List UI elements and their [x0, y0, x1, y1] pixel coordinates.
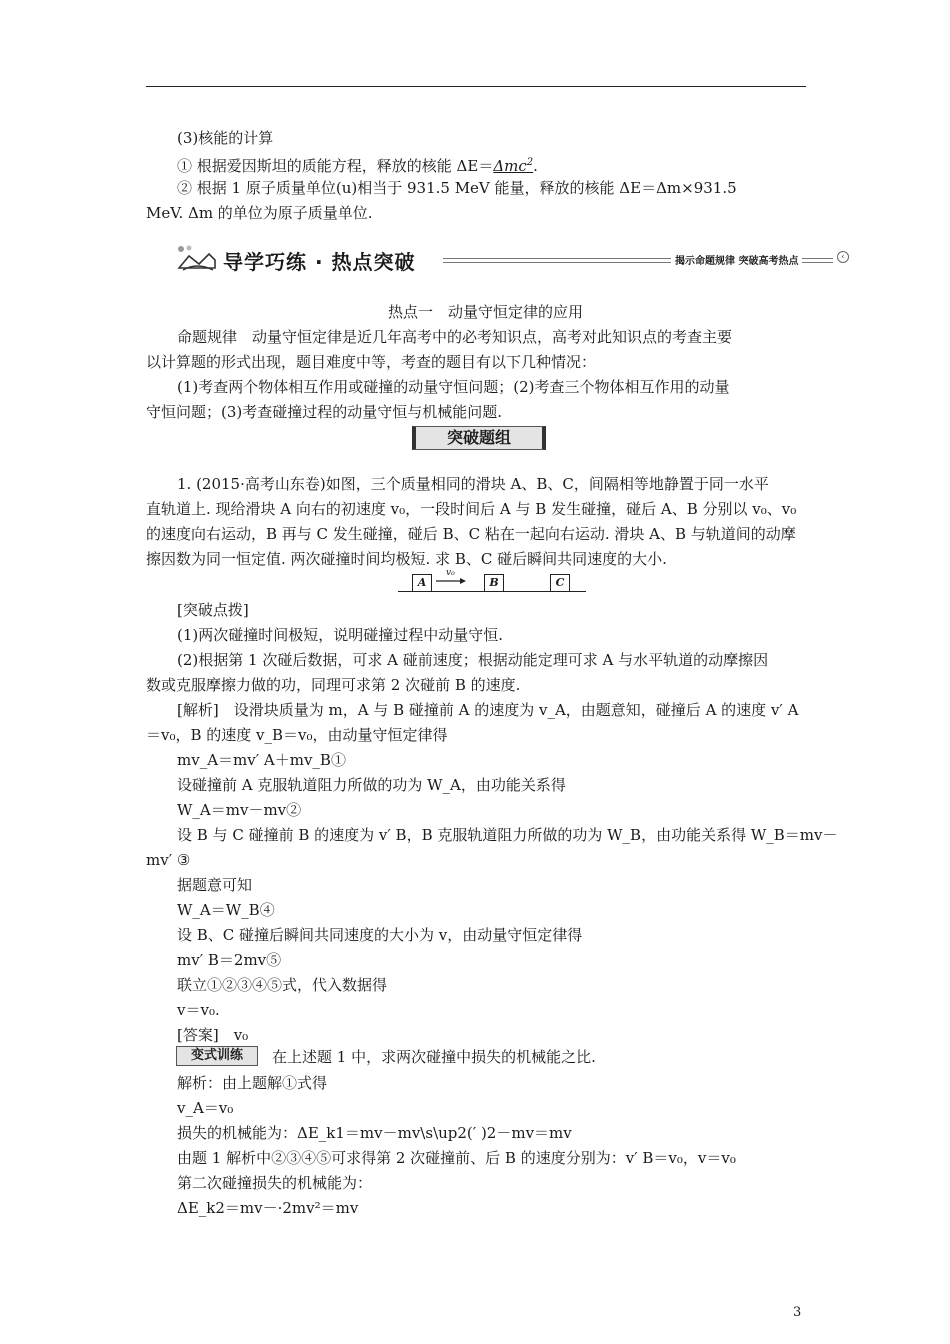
solution-4: 设碰撞前 A 克服轨道阻力所做的功为 W_A，由功能关系得	[177, 776, 566, 794]
solution-1: [解析] 设滑块质量为 m，A 与 B 碰撞前 A 的速度为 v_A，由题意知，碰撞后 A 的速度 v′ A	[177, 701, 799, 719]
solution-13: v＝v₀.	[177, 1001, 220, 1019]
block-c: C	[550, 574, 570, 592]
hint-2b: 数或克服摩擦力做的功，同理可求第 2 次碰前 B 的速度.	[146, 676, 521, 694]
solution-10: 设 B、C 碰撞后瞬间共同速度的大小为 v，由动量守恒定律得	[177, 926, 583, 944]
variant-answer-1: 解析：由上题解①式得	[177, 1074, 328, 1092]
problem-line-4: 擦因数为同一恒定值. 两次碰撞时间均极短. 求 B、C 碰后瞬间共同速度的大小.	[146, 550, 667, 568]
hotspot-title: 热点一 动量守恒定律的应用	[388, 303, 584, 321]
problem-line-1: 1. (2015·高考山东卷)如图，三个质量相同的滑块 A、B、C，间隔相等地静置于同一水平	[177, 475, 769, 493]
solution-11: mv′ B＝2mv⑤	[177, 951, 282, 969]
solution-7: mv′ ③	[146, 851, 191, 869]
section-banner	[175, 244, 851, 274]
banner-subtitle: 揭示命题规律 突破高考热点	[671, 252, 802, 267]
hotspot-rule-2: 以计算题的形式出现，题目难度中等，考查的题目有以下几种情况：	[146, 353, 597, 371]
variant-answer-4: 由题 1 解析中②③④⑤可求得第 2 次碰撞前、后 B 的速度分别为：v′ B＝v₀，v＝v₀	[177, 1149, 736, 1167]
hotspot-rule-1: 命题规律 动量守恒定律是近几年高考中的必考知识点，高考对此知识点的考查主要	[177, 328, 733, 346]
answer: [答案] v₀	[177, 1026, 249, 1044]
problem-line-2: 直轨道上. 现给滑块 A 向右的初速度 v₀，一段时间后 A 与 B 发生碰撞，碰后 A、B 分别以 v₀、v₀	[146, 500, 797, 518]
hint-1: (1)两次碰撞时间极短，说明碰撞过程中动量守恒.	[177, 626, 504, 644]
variant-training-label: 变式训练	[176, 1046, 258, 1066]
book-icon	[175, 244, 219, 274]
velocity-label: v₀	[446, 568, 455, 578]
variant-answer-6: ΔE_k2＝mv－·2mv²＝mv	[177, 1199, 359, 1217]
variant-answer-3: 损失的机械能为：ΔE_k1＝mv－mv\s\up2(′ )2－mv＝mv	[177, 1124, 572, 1142]
breakthrough-group-label: 突破题组	[412, 426, 546, 450]
solution-12: 联立①②③④⑤式，代入数据得	[177, 976, 388, 994]
variant-answer-2: v_A＝v₀	[177, 1099, 234, 1117]
solution-6: 设 B 与 C 碰撞前 B 的速度为 v′ B，B 克服轨道阻力所做的功为 W_B，由功能关系得 W_B＝mv－	[177, 826, 838, 844]
section-heading: (3)核能的计算	[177, 129, 274, 147]
sliders-diagram	[398, 570, 588, 596]
variant-question: 在上述题 1 中，求两次碰撞中损失的机械能之比.	[272, 1048, 596, 1066]
solution-2: ＝v₀，B 的速度 v_B＝v₀，由动量守恒定律得	[146, 726, 448, 744]
chevron-left-icon: ‹	[837, 251, 849, 263]
solution-9: W_A＝W_B④	[177, 901, 275, 919]
variant-answer-5: 第二次碰撞损失的机械能为：	[177, 1174, 373, 1192]
block-b: B	[484, 574, 504, 592]
page-number: 3	[793, 1305, 802, 1320]
hint-2a: (2)根据第 1 次碰后数据，可求 A 碰前速度；根据动能定理可求 A 与水平轨道的动摩擦因	[177, 651, 769, 669]
formula-line-2: ② 根据 1 原子质量单位(u)相当于 931.5 MeV 能量，释放的核能 ΔE＝Δm×931.5	[177, 179, 737, 197]
solution-5: W_A＝mv－mv②	[177, 801, 302, 819]
block-a: A	[412, 574, 432, 592]
formula-line-1: ① 根据爱因斯坦的质能方程，释放的核能 ΔE＝Δmc$^2$.	[177, 157, 538, 175]
hint-label: [突破点拨]	[177, 601, 249, 619]
banner-title: 导学巧练 · 热点突破	[223, 250, 416, 274]
solution-3: mv_A＝mv′ A＋mv_B①	[177, 751, 346, 769]
solution-8: 据题意可知	[177, 876, 253, 894]
formula-text: ① 根据爱因斯坦的质能方程，释放的核能 ΔE＝	[177, 157, 494, 175]
hotspot-case-2: 守恒问题；(3)考查碰撞过程的动量守恒与机械能问题.	[146, 403, 503, 421]
header-rule	[146, 86, 806, 87]
problem-line-3: 的速度向右运动，B 再与 C 发生碰撞，碰后 B、C 粘在一起向右运动. 滑块 A、B 与轨道间的动摩	[146, 525, 796, 543]
hotspot-case-1: (1)考查两个物体相互作用或碰撞的动量守恒问题；(2)考查三个物体相互作用的动量	[177, 378, 730, 396]
formula-line-3: MeV. Δm 的单位为原子质量单位.	[146, 204, 373, 222]
mass-energy-formula: Δmc$^2$	[493, 157, 534, 175]
